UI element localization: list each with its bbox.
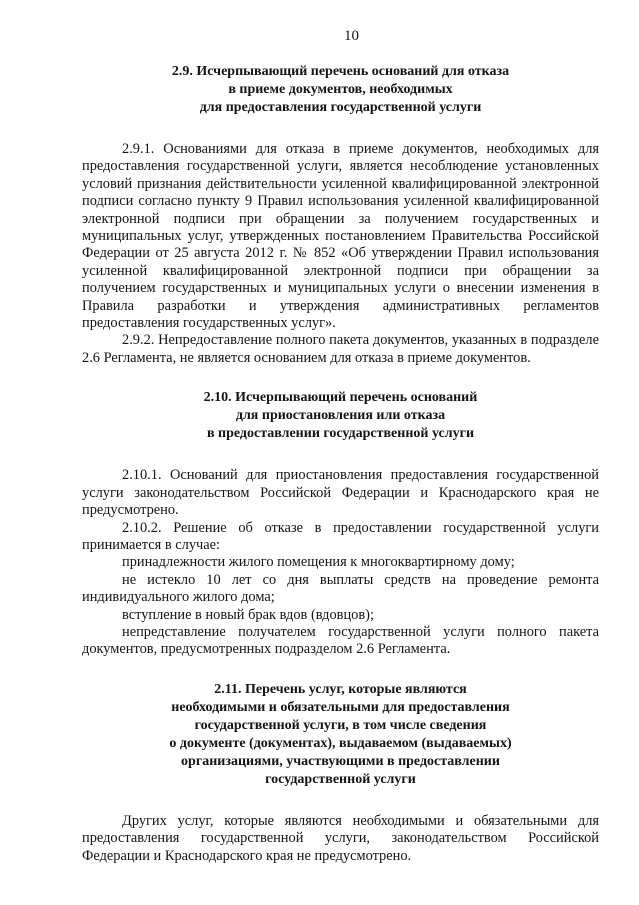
paragraph-2-9-1: 2.9.1. Основаниями для отказа в приеме документов, необходимых для предоставления государственной услуги, является несоблюдение установленных условий признания действительности усиленной квалифицированной электронной подписи согласно пункту 9 Правил использования усиленной квалифицированной электронной подписи при обращении за получением государственных и муниципальных услуг, утвержденных постановлением Правительства Российской Федерации от 25 августа 2012 г. № 852 «Об утверждении Правил использования усиленной квалифицированной электронной подписи при обращении за получением государственных и муниципальных услуги о внесении изменения в Правила разработки и утверждения административных регламентов предоставления государственных услуг». [82, 141, 599, 332]
heading-line: 2.9. Исчерпывающий перечень оснований для отказа [171, 64, 510, 79]
heading-line: организациями, участвующими в предоставлении [181, 753, 500, 769]
heading-line: 2.10. Исчерпывающий перечень оснований [203, 390, 478, 406]
list-item: непредставление получателем государственной услуги полного пакета документов, предусмотренных подразделом 2.6 Регламента. [82, 623, 599, 658]
paragraph-2-11: Других услуг, которые являются необходимыми и обязательными для предоставления государственной услуги, законодательством Российской Федерации и Краснодарского края не предусмотрено. [82, 812, 599, 864]
list-item: вступление в новый брак вдов (вдовцов); [122, 606, 374, 623]
heading-line: в предоставлении государственной услуги [206, 426, 475, 442]
section-2-9-heading [82, 63, 599, 117]
heading-line: для приостановления или отказа [235, 408, 446, 424]
heading-line: государственной услуги [265, 771, 416, 787]
heading-line: в приеме документов, необходимых [228, 82, 453, 97]
paragraph-2-10-1: 2.10.1. Оснований для приостановления предоставления государственной услуги законодательством Российской Федерации и Краснодарского края не предусмотрено. [82, 467, 599, 519]
heading-line: государственной услуги, в том числе сведения [194, 717, 487, 733]
page-number: 10 [344, 28, 359, 44]
heading-line: 2.11. Перечень услуг, которые являются [214, 681, 467, 697]
list-item: не истекло 10 лет со дня выплаты средств на проведение ремонта индивидуального жилого дома; [82, 571, 599, 606]
paragraph-2-10-2: 2.10.2. Решение об отказе в предоставлении государственной услуги принимается в случае: [82, 519, 599, 553]
paragraph-2-9-2: 2.9.2. Непредоставление полного пакета документов, указанных в подразделе 2.6 Регламента, не является основанием для отказа в приеме документов. [82, 332, 599, 366]
section-2-10-heading [82, 389, 599, 443]
section-2-11-heading [82, 681, 599, 789]
heading-line: необходимыми и обязательными для предоставления [171, 699, 510, 715]
heading-line: для предоставления государственной услуги [199, 100, 482, 115]
list-item: принадлежности жилого помещения к многоквартирному дому; [122, 554, 515, 571]
heading-line: о документе (документах), выдаваемом (выдаваемых) [169, 735, 512, 751]
